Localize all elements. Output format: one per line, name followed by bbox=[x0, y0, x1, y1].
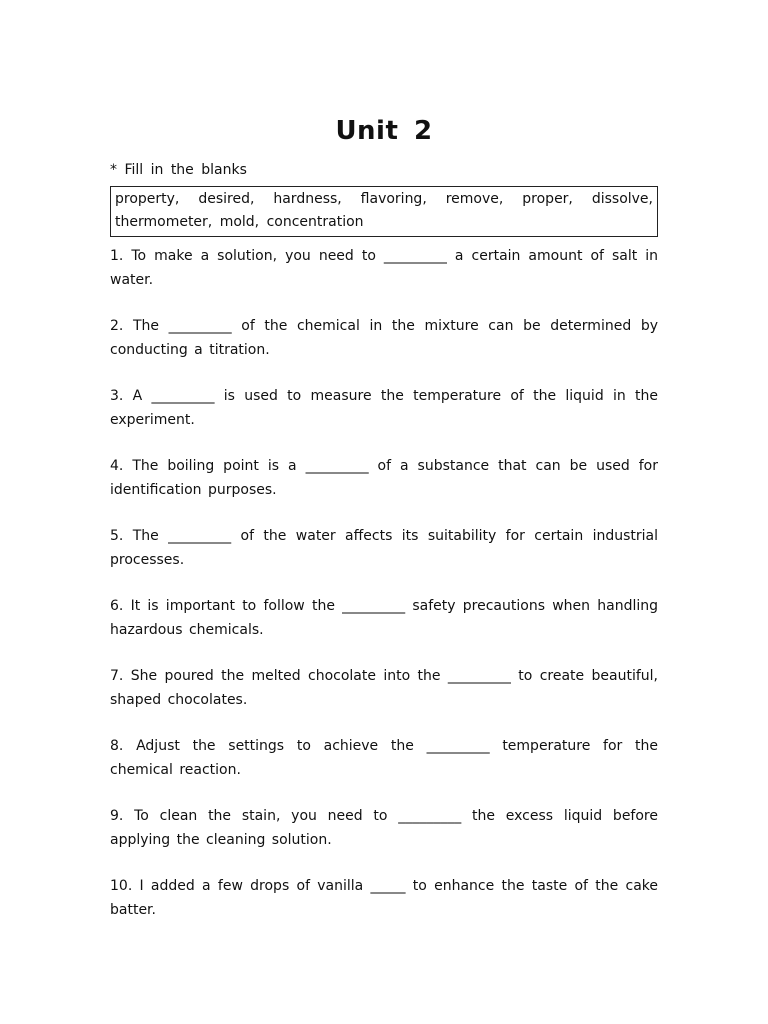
question-5: 5. The _________ of the water affects its suitability for certain industrial processes. bbox=[110, 528, 658, 568]
word-bank-box bbox=[110, 186, 658, 237]
instruction-text: * Fill in the blanks bbox=[110, 162, 247, 178]
question-10: 10. I added a few drops of vanilla _____ to enhance the taste of the cake batter. bbox=[110, 878, 658, 918]
worksheet-page bbox=[110, 0, 658, 1024]
page-title: Unit 2 bbox=[335, 116, 433, 146]
question-4: 4. The boiling point is a _________ of a substance that can be used for identification purposes. bbox=[110, 458, 658, 498]
question-3: 3. A _________ is used to measure the temperature of the liquid in the experiment. bbox=[110, 388, 658, 428]
question-7: 7. She poured the melted chocolate into the _________ to create beautiful, shaped chocolates. bbox=[110, 668, 658, 708]
question-9: 9. To clean the stain, you need to _________ the excess liquid before applying the cleaning solution. bbox=[110, 808, 658, 848]
question-1: 1. To make a solution, you need to _________ a certain amount of salt in water. bbox=[110, 248, 658, 288]
word-bank-text: property, desired, hardness, flavoring, remove, proper, dissolve, thermometer, mold, concentration bbox=[115, 191, 653, 230]
question-8: 8. Adjust the settings to achieve the _________ temperature for the chemical reaction. bbox=[110, 738, 658, 778]
question-2: 2. The _________ of the chemical in the mixture can be determined by conducting a titration. bbox=[110, 318, 658, 358]
question-6: 6. It is important to follow the _________ safety precautions when handling hazardous chemicals. bbox=[110, 598, 658, 638]
